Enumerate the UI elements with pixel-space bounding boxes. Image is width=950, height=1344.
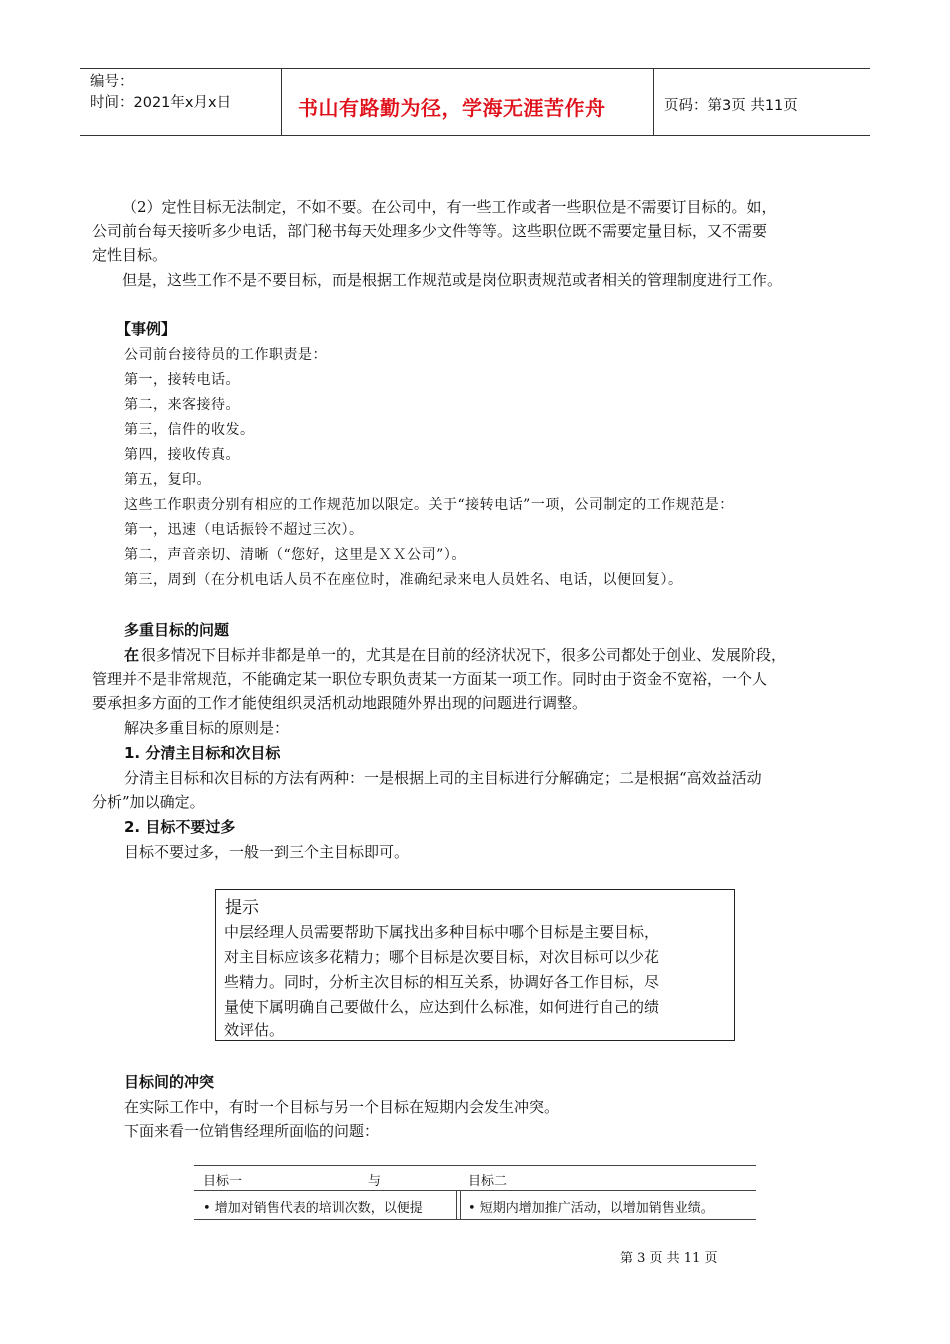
section-title: 目标间的冲突 [124,1073,215,1091]
example-line: 第五，复印。 [124,472,211,488]
paragraph: 定性目标。 [92,246,168,264]
example-line: 第三，周到（在分机电话人员不在座位时，准确纪录来电人员姓名、电话，以便回复）。 [124,572,683,588]
paragraph: 要承担多方面的工作才能使组织灵活机动地跟随外界出现的问题进行调整。 [92,694,588,712]
example-line: 第四，接收传真。 [124,447,240,463]
header-bottom-rule [80,135,870,136]
tip-box [215,889,735,1041]
paragraph: 很多情况下目标并非都是单一的，尤其是在目前的经济状况下，很多公司都处于创业、发展阶段， [141,646,787,664]
example-heading: 【事例】 [116,320,177,338]
table-header-cell: 目标二 [468,1174,508,1189]
section-lead-char: 在 [124,646,140,664]
tip-title: 提示 [225,898,259,918]
example-line: 第三，信件的收发。 [124,422,255,438]
paragraph: 在实际工作中，有时一个目标与另一个目标在短期内会发生冲突。 [124,1098,560,1116]
paragraph: 但是，这些工作不是不要目标，而是根据工作规范或是岗位职责规范或者相关的管理制度进行工作。 [122,271,783,289]
header-top-rule [80,68,870,69]
serial-label: 编号： [90,74,134,90]
header-divider [653,68,654,135]
example-line: 第一，迅速（电话振铃不超过三次）。 [124,522,364,538]
table-header-cell: 目标一 [203,1174,243,1189]
paragraph: 公司前台每天接听多少电话，部门秘书每天处理多少文件等等。这些职位既不需要定量目标，又不需要 [92,222,768,240]
header-motto: 书山有路勤为径，学海无涯苦作舟 [298,96,606,120]
tip-line: 量使下属明确自己要做什么，应达到什么标准，如何进行自己的绩 [224,998,660,1016]
paragraph: 管理并不是非常规范，不能确定某一职位专职负责某一方面某一项工作。同时由于资金不宽裕，一个人 [92,670,768,688]
paragraph: 分清主目标和次目标的方法有两种：一是根据上司的主目标进行分解确定；二是根据“高效益活动 [124,769,762,787]
example-line: 第二，来客接待。 [124,397,240,413]
paragraph: 下面来看一位销售经理所面临的问题： [124,1122,380,1140]
tip-line: 中层经理人员需要帮助下属找出多种目标中哪个目标是主要目标， [224,923,660,941]
tip-line: 些精力。同时，分析主次目标的相互关系，协调好各工作目标，尽 [224,973,660,991]
example-line: 第二，声音亲切、清晰（“您好，这里是ＸＸ公司”）。 [124,547,466,563]
section-title: 多重目标的问题 [124,621,230,639]
paragraph: 解决多重目标的原则是： [124,719,290,737]
table-header-cell: 与 [368,1174,382,1189]
table-rule [194,1165,756,1166]
header-divider [281,68,282,135]
principle-title: 1. 分清主目标和次目标 [124,744,281,762]
tip-line: 效评估。 [224,1021,285,1039]
table-rule [194,1219,756,1220]
tip-line: 对主目标应该多花精力；哪个目标是次要目标，对次目标可以少花 [224,948,660,966]
table-column-divider [456,1191,461,1219]
paragraph: 目标不要过多，一般一到三个主目标即可。 [124,843,410,861]
example-line: 这些工作职责分别有相应的工作规范加以限定。关于“接转电话”一项，公司制定的工作规范是： [124,497,734,513]
page-number-label: 页码：第3页 共11页 [664,98,798,114]
paragraph: （2）定性目标无法制定，不如不要。在公司中，有一些工作或者一些职位是不需要订目标的。如， [122,198,777,216]
table-rule [194,1190,756,1191]
table-cell: • 短期内增加推广活动，以增加销售业绩。 [468,1201,714,1216]
page-footer: 第 3 页 共 11 页 [620,1251,718,1266]
principle-title: 2. 目标不要过多 [124,818,236,836]
time-label: 时间：2021年x月x日 [90,95,232,111]
paragraph: 分析”加以确定。 [92,793,205,811]
example-line: 公司前台接待员的工作职责是： [124,347,327,363]
table-cell: • 增加对销售代表的培训次数，以便提 [203,1201,423,1216]
example-line: 第一，接转电话。 [124,372,240,388]
